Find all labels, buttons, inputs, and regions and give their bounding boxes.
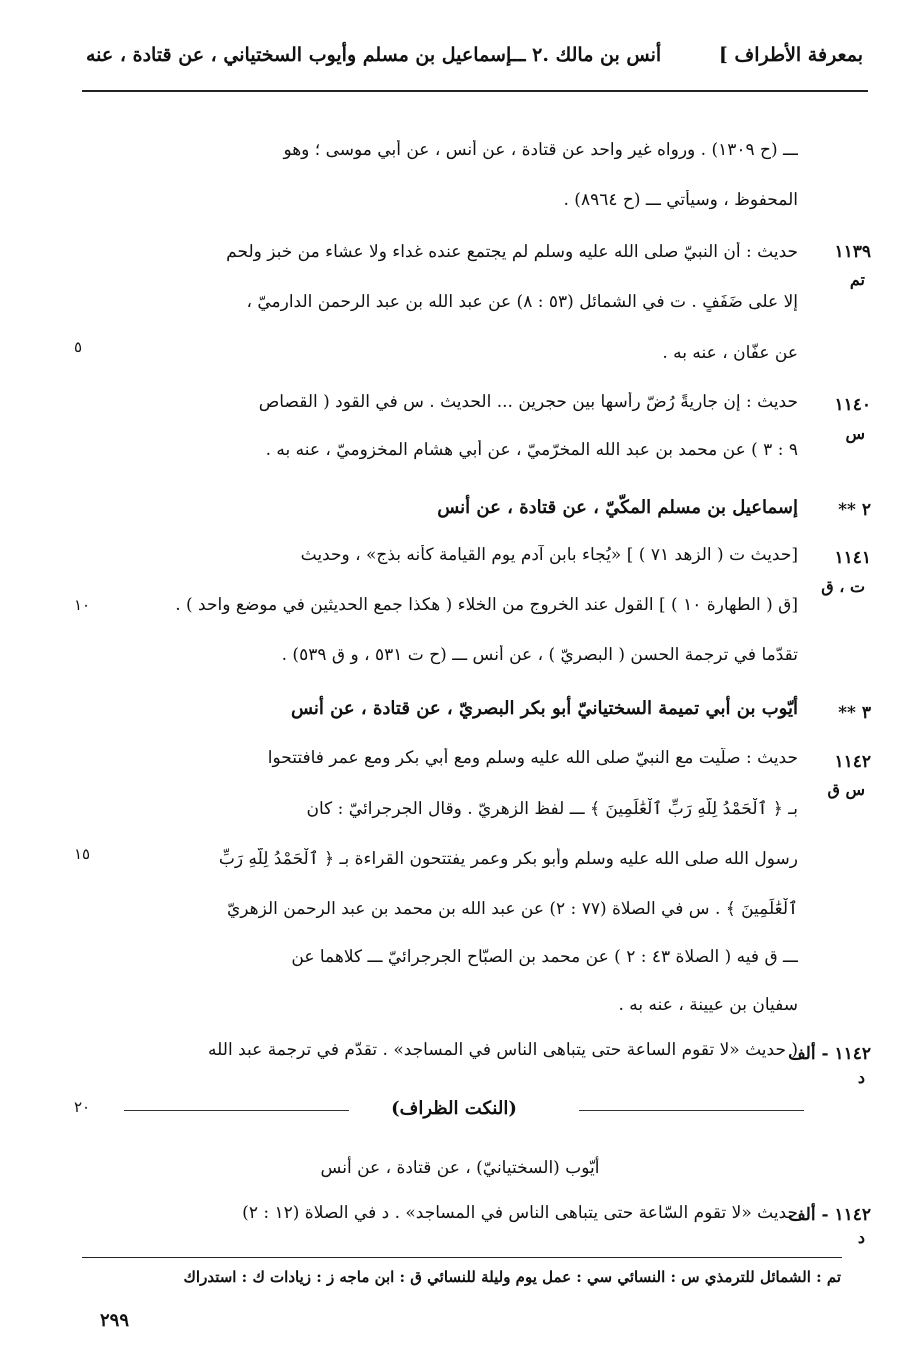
text-line: بـ ﴿ ٱلْحَمْدُ لِلَّهِ رَبِّ ٱلْعَٰلَمِينَ ﴾ ـــ لفظ الزهريّ . وقال الجرجرائيّ : كان	[306, 799, 798, 819]
text-line: سفيان بن عيينة ، عنه به .	[618, 995, 798, 1015]
text-line: المحفوظ ، وسيأتي ـــ (ح ٨٩٦٤) .	[563, 190, 798, 210]
margin-line-number: ٥	[74, 338, 83, 356]
header-right: بمعرفة الأطراف ]	[718, 44, 863, 66]
margin-line-number: ٢٠	[74, 1098, 91, 1116]
text-line: إلا على ضَفَفٍ . ت في الشمائل (٥٣ : ٨) عن عبد الله بن عبد الرحمن الدارميّ ،	[246, 292, 798, 312]
section-heading: أيّوب بن أبي تميمة السختيانيّ أبو بكر البصريّ ، عن قتادة ، عن أنس	[290, 698, 798, 719]
text-line: عن عفّان ، عنه به .	[662, 343, 798, 363]
entry-siglum: د	[857, 1068, 865, 1087]
entry-number: ١١٣٩	[834, 242, 871, 262]
header-middle: أنس بن مالك .٢ ـــ	[508, 44, 662, 66]
entry-siglum: د	[857, 1228, 865, 1247]
header-rule	[82, 90, 868, 92]
text-line: حديث : إن جاريةً رُضّ رأسها بين حجرين ... الحديث . س في القود ( القصاص	[258, 392, 798, 412]
divider-rule-right	[579, 1110, 804, 1111]
text-line: ( حديث «لا تقوم الساعة حتى يتباهى الناس في المساجد» . تقدّم في ترجمة عبد الله	[208, 1040, 798, 1060]
margin-line-number: ١٠	[74, 596, 91, 614]
entry-siglum: ت ، ق	[821, 577, 865, 596]
entry-siglum: س ق	[827, 780, 865, 799]
text-line: تقدّما في ترجمة الحسن ( البصريّ ) ، عن أنس ـــ (ح ت ٥٣١ ، و ق ٥٣٩) .	[281, 645, 798, 665]
entry-number: ١١٤٢ - ألف	[788, 1205, 871, 1225]
header-left: إسماعيل بن مسلم وأيوب السختياني ، عن قتادة ، عنه	[86, 44, 512, 66]
text-line: حديث «لا تقوم السّاعة حتى يتباهى الناس في المساجد» . د في الصلاة (١٢ : ٢)	[242, 1203, 798, 1223]
text-line: حديث : أن النبيّ صلى الله عليه وسلم لم يجتمع عنده غداء ولا عشاء من خبز ولحم	[226, 242, 798, 262]
text-line: ٩ : ٣ ) عن محمد بن عبد الله المخرّميّ ، عن أبي هشام المخزوميّ ، عنه به .	[265, 440, 798, 460]
footer-rule	[82, 1257, 842, 1258]
entry-number: ١١٤٢ - ألف	[788, 1044, 871, 1064]
section-number: ٣ **	[838, 703, 871, 723]
text-line: رسول الله صلى الله عليه وسلم وأبو بكر وعمر يفتتحون القراءة بـ ﴿ ٱلْحَمْدُ لِلَّهِ رَبِّ	[218, 849, 798, 869]
entry-number: ١١٤٠	[834, 395, 871, 415]
section-number: ٢ **	[838, 500, 871, 520]
margin-line-number: ١٥	[74, 845, 91, 863]
text-line: ٱلْعَٰلَمِينَ ﴾ . س في الصلاة (٧٧ : ٢) عن عبد الله بن محمد بن عبد الرحمن الزهريّ	[226, 899, 798, 919]
nukat-divider	[104, 1098, 804, 1124]
nukat-title: (النكت الظراف)	[391, 1098, 517, 1119]
entry-siglum: س	[845, 424, 865, 443]
text-line: [حديث ت ( الزهد ٧١ ) ] «يُجاء بابن آدم يوم القيامة كأنه بذج» ، وحديث	[300, 545, 798, 565]
section-heading: أيّوب (السختيانيّ) ، عن قتادة ، عن أنس	[320, 1158, 600, 1178]
text-line: حديث : صلّيت مع النبيّ صلى الله عليه وسلم ومع أبي بكر ومع عمر فافتتحوا	[267, 748, 798, 768]
entry-number: ١١٤٢	[834, 752, 871, 772]
entry-number: ١١٤١	[834, 548, 871, 568]
text-line: ـــ (ح ١٣٠٩) . ورواه غير واحد عن قتادة ، عن أنس ، عن أبي موسى ؛ وهو	[283, 140, 798, 160]
entry-siglum: تم	[849, 270, 865, 289]
text-line: [ق ( الطهارة ١٠ ) ] القول عند الخروج من الخلاء ( هكذا جمع الحديثين في موضع واحد ) .	[175, 595, 798, 615]
divider-rule-left	[124, 1110, 349, 1111]
page-number: ٢٩٩	[100, 1310, 130, 1331]
text-line: ـــ ق فيه ( الصلاة ٤٣ : ٢ ) عن محمد بن الصبّاح الجرجرائيّ ـــ كلاهما عن	[291, 947, 798, 967]
footer-abbreviations: تم : الشمائل للترمذي س : النسائي سي : عمل يوم وليلة للنسائي ق : ابن ماجه ز : زيادات ك : استدراك	[183, 1268, 841, 1286]
section-heading: إسماعيل بن مسلم المكّيّ ، عن قتادة ، عن أنس	[437, 497, 798, 518]
